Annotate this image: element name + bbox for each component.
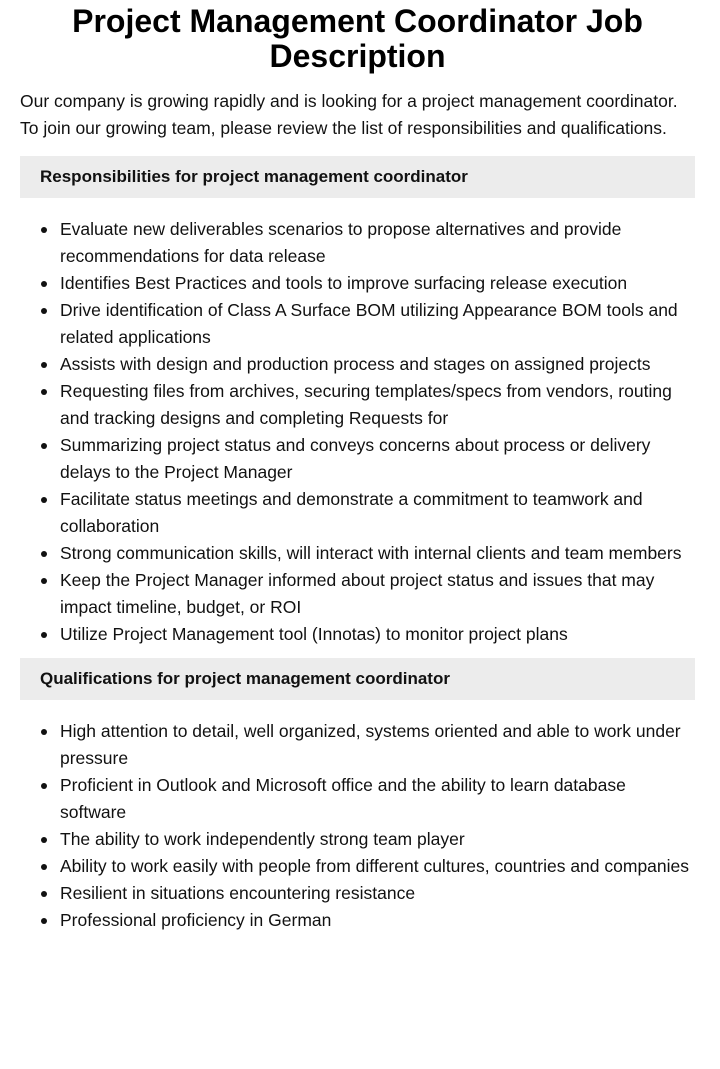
list-item: High attention to detail, well organized, systems oriented and able to work under pressure bbox=[60, 718, 695, 772]
list-item: Ability to work easily with people from different cultures, countries and companies bbox=[60, 853, 695, 880]
list-item: Resilient in situations encountering resistance bbox=[60, 880, 695, 907]
list-item: Evaluate new deliverables scenarios to propose alternatives and provide recommendations for data release bbox=[60, 216, 695, 270]
responsibilities-header bbox=[20, 156, 695, 198]
list-item: Keep the Project Manager informed about project status and issues that may impact timeline, budget, or ROI bbox=[60, 567, 695, 621]
qualifications-list bbox=[20, 718, 695, 934]
list-item: Proficient in Outlook and Microsoft office and the ability to learn database software bbox=[60, 772, 695, 826]
qualifications-header bbox=[20, 658, 695, 700]
page-title: Project Management Coordinator Job Description bbox=[72, 3, 643, 74]
list-item: Summarizing project status and conveys concerns about process or delivery delays to the Project Manager bbox=[60, 432, 695, 486]
responsibilities-heading: Responsibilities for project management coordinator bbox=[40, 167, 468, 186]
list-item: Assists with design and production process and stages on assigned projects bbox=[60, 351, 695, 378]
qualifications-heading: Qualifications for project management coordinator bbox=[40, 669, 450, 688]
list-item: Facilitate status meetings and demonstrate a commitment to teamwork and collaboration bbox=[60, 486, 695, 540]
responsibilities-list bbox=[20, 216, 695, 648]
list-item: Professional proficiency in German bbox=[60, 907, 695, 934]
job-description-page bbox=[0, 4, 720, 934]
list-item: Requesting files from archives, securing templates/specs from vendors, routing and tracking designs and completing Requests for bbox=[60, 378, 695, 432]
list-item: The ability to work independently strong team player bbox=[60, 826, 695, 853]
list-item: Strong communication skills, will interact with internal clients and team members bbox=[60, 540, 695, 567]
intro-paragraph: Our company is growing rapidly and is looking for a project management coordinator. To join our growing team, please review the list of responsibilities and qualifications. bbox=[20, 91, 678, 138]
list-item: Utilize Project Management tool (Innotas) to monitor project plans bbox=[60, 621, 695, 648]
list-item: Drive identification of Class A Surface BOM utilizing Appearance BOM tools and related applications bbox=[60, 297, 695, 351]
list-item: Identifies Best Practices and tools to improve surfacing release execution bbox=[60, 270, 695, 297]
